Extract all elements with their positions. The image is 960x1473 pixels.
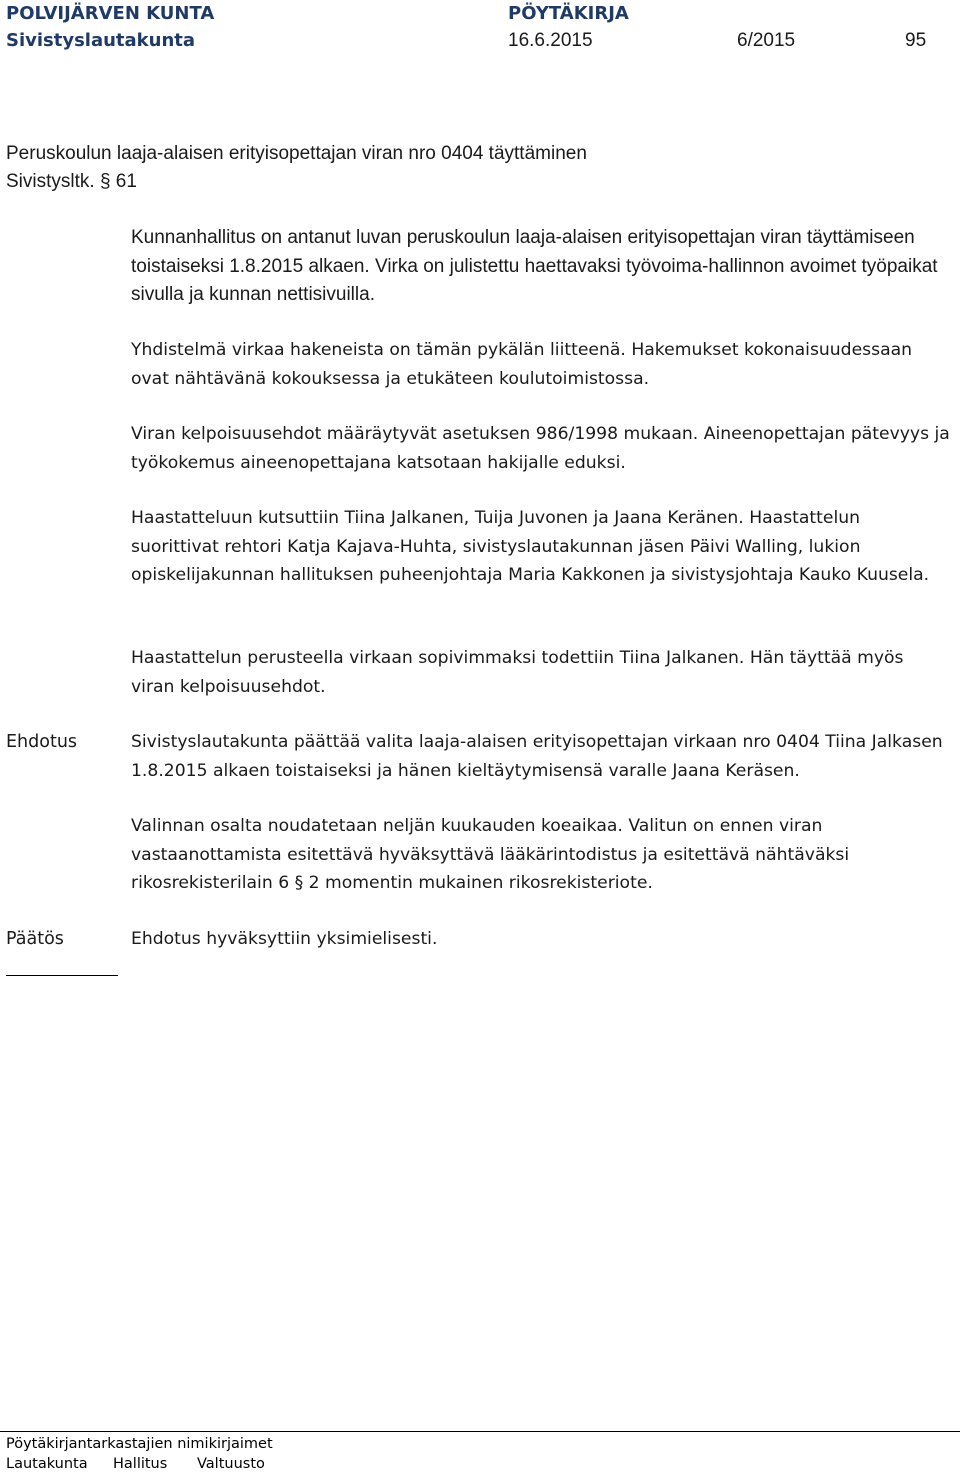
footer-column-board: Lautakunta xyxy=(6,1456,88,1472)
paragraph-applicants: Yhdistelmä virkaa hakeneista on tämän pykälän liitteenä. Hakemukset kokonaisuudessaan ovat nähtävänä kokouksessa ja etukäteen koulutoimistossa. xyxy=(131,340,913,389)
decision-text: Ehdotus hyväksyttiin yksimielisesti. xyxy=(131,929,438,949)
paragraph-selection: Haastattelun perusteella virkaan sopivimmaksi todettiin Tiina Jalkanen. Hän täyttää myös viran kelpoisuusehdot. xyxy=(131,648,904,697)
footer-column-government: Hallitus xyxy=(113,1456,168,1472)
meeting-date: 16.6.2015 xyxy=(508,30,593,51)
document-type: PÖYTÄKIRJA xyxy=(508,3,629,24)
proposal-text: Sivistyslautakunta päättää valita laaja-alaisen erityisopettajan virkaan nro 0404 Tiina Jalkasen 1.8.2015 alkaen toistaiseksi ja hänen kieltäytymisensä varalle Jaana Keräsen. xyxy=(131,732,943,781)
paragraph-permission: Kunnanhallitus on antanut luvan peruskoulun laaja-alaisen erityisopettajan viran täyttämiseen toistaiseksi 1.8.2015 alkaen. Virka on julistettu haettavaksi työvoima-hallinnon avoimet työpaikat sivulla ja kunnan nettisivuilla. xyxy=(131,227,938,305)
item-title: Peruskoulun laaja-alaisen erityisopettajan viran nro 0404 täyttäminen xyxy=(6,143,587,164)
decision-underline xyxy=(6,975,118,976)
decision-label: Päätös xyxy=(6,929,64,949)
meeting-number: 6/2015 xyxy=(737,30,796,51)
committee-name: Sivistyslautakunta xyxy=(6,30,196,51)
proposal-label: Ehdotus xyxy=(6,732,78,752)
footer-title: Pöytäkirjantarkastajien nimikirjaimet xyxy=(6,1436,273,1452)
item-reference: Sivistysltk. § 61 xyxy=(6,171,137,192)
proposal-probation-text: Valinnan osalta noudatetaan neljän kuukauden koeaikaa. Valitun on ennen viran vastaanottamista esitettävä hyväksyttävä lääkärintodistus ja esitettävä nähtäväksi rikosrekisterilain 6 § 2 momentin mukainen rikosrekisteriote. xyxy=(131,816,850,893)
paragraph-qualifications: Viran kelpoisuusehdot määräytyvät asetuksen 986/1998 mukaan. Aineenopettajan pätevyys ja työkokemus aineenopettajana katsotaan hakijalle eduksi. xyxy=(131,424,950,473)
footer-column-council: Valtuusto xyxy=(197,1456,265,1472)
footer-divider xyxy=(0,1431,960,1432)
paragraph-interviews: Haastatteluun kutsuttiin Tiina Jalkanen, Tuija Juvonen ja Jaana Keränen. Haastattelun suorittivat rehtori Katja Kajava-Huhta, sivistyslautakunnan jäsen Päivi Walling, lukion opiskelijakunnan hallituksen puheenjohtaja Maria Kakkonen ja sivistysjohtaja Kauko Kuusela. xyxy=(131,508,930,585)
page-number: 95 xyxy=(905,30,927,51)
organization-name: POLVIJÄRVEN KUNTA xyxy=(6,3,215,24)
